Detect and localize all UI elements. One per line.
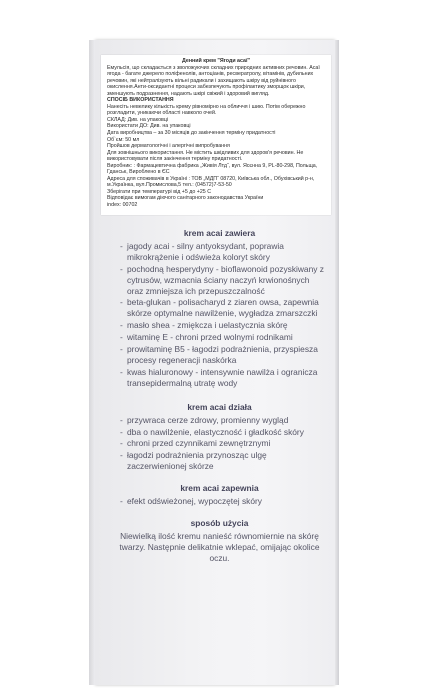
sticker-title: Денний крем "Ягоди асаї" [182,58,250,64]
sticker-storage: Зберігати при температурі від +5 до +25 С [107,188,212,195]
action-list [112,415,327,473]
list-item: - chroni przed czynnikami zewnętrznymi [120,438,327,449]
list-item: - pochodną hesperydyny - bioflawonoid pozyskiwany z cytrusów, wzmacnia ściany naczyń krwionośnych oraz zmniejsza ich przepuszczalność [120,264,327,297]
sticker-production-date: Дата виробництва – за 30 місяців до закінчення терміну придатності [107,130,276,137]
sticker-volume: Об`єм: 50 мл [107,136,140,143]
section-title-provides: krem acai zapewnia [180,483,259,494]
sticker-composition: СКЛАД: Див. на упаковці [107,116,169,123]
section-title-action: krem acai działa [187,401,252,412]
list-item: - prowitaminę B5 - łagodzi podrażnienia, przyspiesza procesy regeneracji naskórka [120,344,327,366]
list-item: - przywraca cerze zdrowy, promienny wygląd [120,415,327,426]
list-item: - jagody acai - silny antyoksydant, poprawia mikrokrążenie i odświeża koloryt skóry [120,241,327,263]
list-item: - witaminę E - chroni przed wolnymi rodnikami [120,332,327,343]
usage-text: Niewielką ilość kremu nanieść równomiernie na skórę twarzy. Następnie delikatnie wklepać, omijając okolice oczu. [119,530,320,563]
list-item: - masło shea - zmiękcza i uelastycznia skórę [120,320,327,331]
section-title-usage: sposób użycia [190,517,249,528]
sticker-usage-text: Нанесіть невелику кількість крему рівномірно на обличчя і шию. Потім обережно розгладити, уникаючи області навколо очей. [107,103,306,117]
sticker-tested: Пройшов дерматологічні і алергічні випробування [107,143,230,150]
list-item: - kwas hialuronowy - intensywnie nawilża i ogranicza transepidermalną utratę wody [120,367,327,389]
sticker-consumer-address: Адреса для споживачів в Україні : ТОВ „МДП“ 08720, Київська обл., Обухівський р-н, м.Українка, вул.Промислова,5 тел.: (04572)7-53-50 [107,175,315,189]
sticker-warning: Для зовнішнього використання. Не містить шкідливих для здоров'я речовин. Не використовувати після закінчення терміну придатності. [107,149,304,163]
sticker-standard: Відповідає вимогам діючого санітарного законодавства України [107,195,264,202]
sticker-use-by: Використати ДО: Див. на упаковці [107,123,191,130]
sticker-description: Емульсія, що складається з зволожуючих складних природних активних речовин. Асаї ягода - багате джерело поліфенолів, антоціанів, ресвератролу, вітамінів, дубильних речовин, які нейтралізують вільні радикали і захищають шкіру від руйнівного окислення.Анти-оксидантні процеси забезпечують профілактику зморщок шкіри, зменшують подразнення, надають шкірі свіжий і здоровий вигляд. [107,64,320,97]
sticker-index: index: 00702 [107,202,138,209]
polish-description [112,228,327,564]
section-title-contains: krem acai zawiera [183,228,256,238]
sticker-usage-heading: СПОСІБ ВИКОРИСТАННЯ [107,97,174,104]
ingredients-list [112,241,327,389]
sticker-manufacturer: Виробник: : Фармацевтична фабрика „Живія Лтд“, вул. Ясєнна 9, PL-80-298, Польща, Гданськ, Вироблено в ЄС [107,162,318,176]
list-item: - efekt odświeżonej, wypoczętej skóry [120,496,327,507]
list-item: - beta-glukan - polisacharyd z ziaren owsa, zapewnia skórze optymalne nawilżenie, wygładza zmarszczki [120,297,327,319]
provides-list [112,496,327,507]
list-item: - dba o nawilżenie, elastyczność i gładkość skóry [120,427,327,438]
list-item: - łagodzi podrażnienia przynosząc ulgę zaczerwienionej skórze [120,450,327,472]
ukrainian-label-sticker [101,55,331,215]
